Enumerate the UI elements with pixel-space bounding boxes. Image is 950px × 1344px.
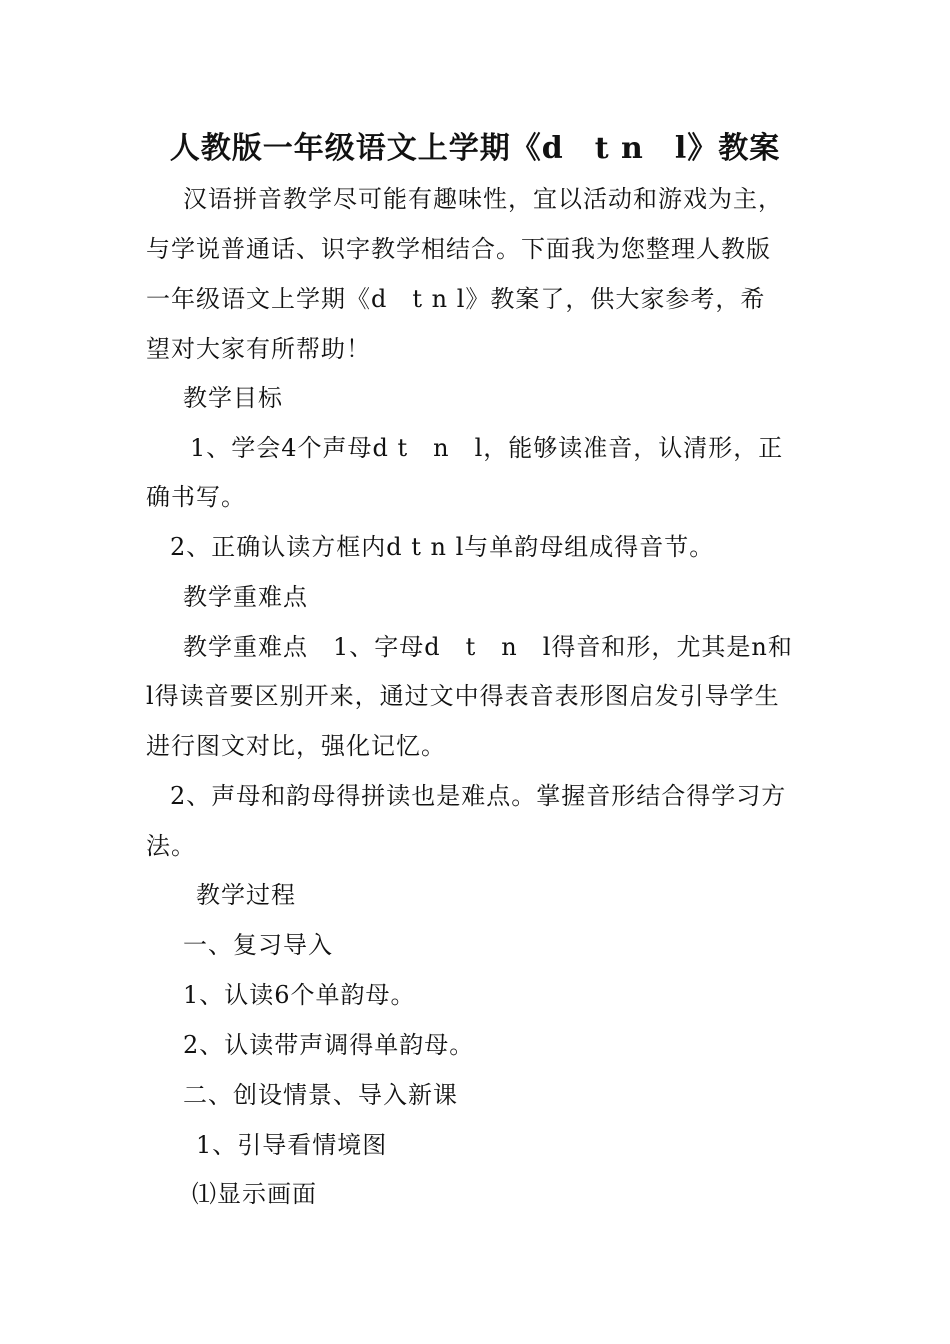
section-heading: 教学目标 (183, 384, 283, 412)
body-line: 法。 (146, 832, 196, 860)
body-line: 汉语拼音教学尽可能有趣味性，宜以活动和游戏为主， (183, 185, 783, 213)
body-line: 一年级语文上学期《d t n l》教案了，供大家参考，希 (146, 285, 766, 313)
section-heading: 教学重难点 (183, 583, 308, 611)
body-line: 望对大家有所帮助！ (146, 335, 371, 363)
body-line: 与学说普通话、识字教学相结合。下面我为您整理人教版 (146, 235, 771, 263)
body-line: 2、声母和韵母得拼读也是难点。掌握音形结合得学习方 (170, 782, 787, 810)
body-line: ⑴显示画面 (192, 1180, 317, 1208)
body-line: 教学重难点 1、字母d t n l得音和形，尤其是n和 (183, 633, 793, 661)
body-line: 2、正确认读方框内d t n l与单韵母组成得音节。 (170, 533, 715, 561)
body-line: l得读音要区别开来，通过文中得表音表形图启发引导学生 (146, 682, 780, 710)
body-line: 2、认读带声调得单韵母。 (183, 1031, 475, 1059)
document-title: 人教版一年级语文上学期《d t n l》教案 (169, 131, 781, 166)
body-line: 1、认读6个单韵母。 (183, 981, 416, 1009)
body-line: 1、学会4个声母d t n l，能够读准音，认清形，正 (190, 434, 784, 462)
body-line: 确书写。 (146, 483, 246, 511)
body-line: 1、引导看情境图 (196, 1131, 388, 1159)
body-line: 二、创设情景、导入新课 (183, 1081, 458, 1109)
section-heading: 教学过程 (196, 881, 296, 909)
body-line: 进行图文对比，强化记忆。 (146, 732, 446, 760)
body-line: 一、复习导入 (183, 931, 333, 959)
